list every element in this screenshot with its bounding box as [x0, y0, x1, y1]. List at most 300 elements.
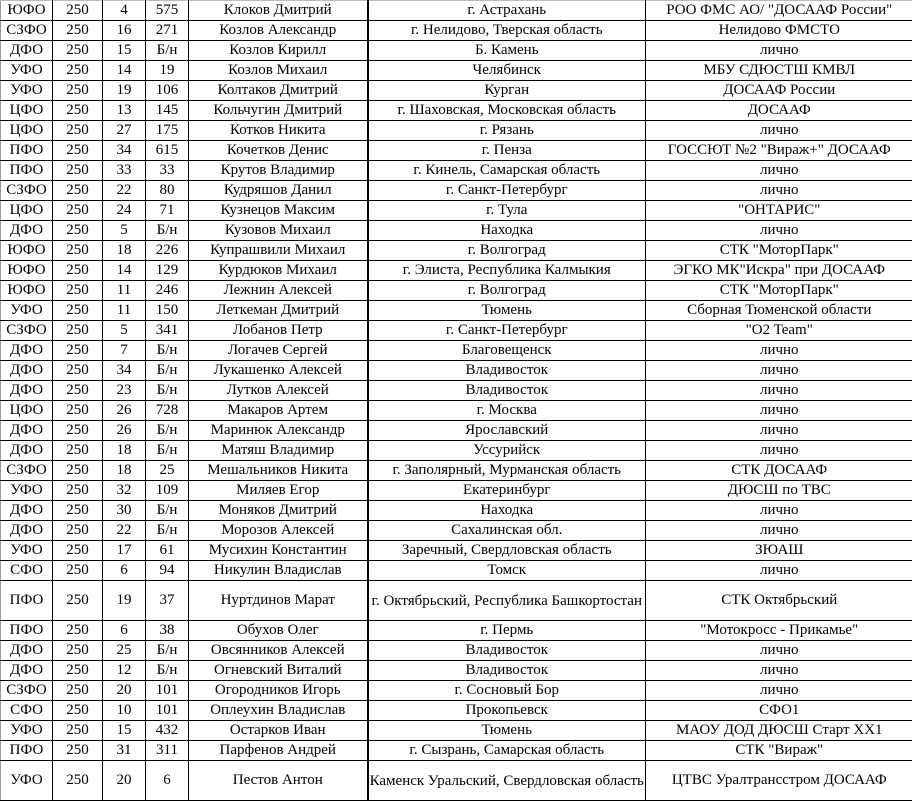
- city-cell: г. Волгоград: [368, 241, 646, 261]
- region-cell: СФО: [1, 701, 53, 721]
- table-row: [1, 81, 912, 101]
- region-cell: ДФО: [1, 421, 53, 441]
- table-row: [1, 21, 912, 41]
- city-cell: Ярославский: [368, 421, 646, 441]
- bike-number-cell: Б/н: [146, 421, 189, 441]
- city-cell: г. Тула: [368, 201, 646, 221]
- region-cell: ДФО: [1, 661, 53, 681]
- start-number-cell: 5: [103, 321, 146, 341]
- name-cell: Никулин Владислав: [189, 561, 368, 581]
- bike-number-cell: 145: [146, 101, 189, 121]
- city-cell: Владивосток: [368, 641, 646, 661]
- bike-number-cell: 129: [146, 261, 189, 281]
- start-number-cell: 23: [103, 381, 146, 401]
- table-row: [1, 441, 912, 461]
- name-cell: Котков Никита: [189, 121, 368, 141]
- class-cell: 250: [53, 161, 103, 181]
- city-cell: г. Астрахань: [368, 1, 646, 21]
- region-cell: ЦФО: [1, 201, 53, 221]
- start-number-cell: 26: [103, 401, 146, 421]
- club-cell: лично: [646, 661, 912, 681]
- city-cell: Б. Камень: [368, 41, 646, 61]
- table-row: [1, 401, 912, 421]
- name-cell: Обухов Олег: [189, 621, 368, 641]
- region-cell: ПФО: [1, 621, 53, 641]
- region-cell: ДФО: [1, 361, 53, 381]
- club-cell: лично: [646, 381, 912, 401]
- class-cell: 250: [53, 541, 103, 561]
- city-cell: Тюмень: [368, 301, 646, 321]
- class-cell: 250: [53, 181, 103, 201]
- region-cell: ЮФО: [1, 1, 53, 21]
- city-cell: г. Пенза: [368, 141, 646, 161]
- club-cell: ЦТВС Уралтрансстром ДОСААФ: [646, 761, 912, 801]
- club-cell: лично: [646, 521, 912, 541]
- bike-number-cell: Б/н: [146, 41, 189, 61]
- table-row: [1, 541, 912, 561]
- bike-number-cell: Б/н: [146, 521, 189, 541]
- table-row: [1, 41, 912, 61]
- club-cell: лично: [646, 41, 912, 61]
- class-cell: 250: [53, 441, 103, 461]
- bike-number-cell: Б/н: [146, 661, 189, 681]
- region-cell: ДФО: [1, 641, 53, 661]
- class-cell: 250: [53, 381, 103, 401]
- bike-number-cell: 71: [146, 201, 189, 221]
- region-cell: ПФО: [1, 581, 53, 621]
- class-cell: 250: [53, 481, 103, 501]
- class-cell: 250: [53, 741, 103, 761]
- name-cell: Лобанов Петр: [189, 321, 368, 341]
- region-cell: УФО: [1, 541, 53, 561]
- class-cell: 250: [53, 41, 103, 61]
- table-row: [1, 741, 912, 761]
- name-cell: Мешальников Никита: [189, 461, 368, 481]
- region-cell: УФО: [1, 721, 53, 741]
- region-cell: ПФО: [1, 161, 53, 181]
- start-number-cell: 16: [103, 21, 146, 41]
- class-cell: 250: [53, 241, 103, 261]
- city-cell: Находка: [368, 221, 646, 241]
- city-cell: г. Пермь: [368, 621, 646, 641]
- city-cell: Владивосток: [368, 361, 646, 381]
- name-cell: Морозов Алексей: [189, 521, 368, 541]
- region-cell: СЗФО: [1, 461, 53, 481]
- bike-number-cell: 271: [146, 21, 189, 41]
- class-cell: 250: [53, 501, 103, 521]
- class-cell: 250: [53, 141, 103, 161]
- club-cell: лично: [646, 401, 912, 421]
- class-cell: 250: [53, 401, 103, 421]
- bike-number-cell: 311: [146, 741, 189, 761]
- region-cell: ЮФО: [1, 261, 53, 281]
- table-row: [1, 581, 912, 621]
- region-cell: ДФО: [1, 221, 53, 241]
- name-cell: Кочетков Денис: [189, 141, 368, 161]
- club-cell: лично: [646, 681, 912, 701]
- city-cell: Находка: [368, 501, 646, 521]
- start-number-cell: 12: [103, 661, 146, 681]
- class-cell: 250: [53, 701, 103, 721]
- city-cell: г. Заполярный, Мурманская область: [368, 461, 646, 481]
- table-row: [1, 321, 912, 341]
- table-row: [1, 721, 912, 741]
- name-cell: Логачев Сергей: [189, 341, 368, 361]
- city-cell: Каменск Уральский, Свердловская область: [368, 761, 646, 801]
- name-cell: Мусихин Константин: [189, 541, 368, 561]
- club-cell: лично: [646, 361, 912, 381]
- city-cell: г. Волгоград: [368, 281, 646, 301]
- table-row: [1, 341, 912, 361]
- bike-number-cell: Б/н: [146, 221, 189, 241]
- bike-number-cell: 6: [146, 761, 189, 801]
- start-number-cell: 7: [103, 341, 146, 361]
- class-cell: 250: [53, 21, 103, 41]
- start-number-cell: 25: [103, 641, 146, 661]
- start-number-cell: 18: [103, 461, 146, 481]
- table-row: [1, 641, 912, 661]
- club-cell: лично: [646, 421, 912, 441]
- start-number-cell: 11: [103, 281, 146, 301]
- region-cell: СЗФО: [1, 181, 53, 201]
- region-cell: ДФО: [1, 521, 53, 541]
- club-cell: "O2 Team": [646, 321, 912, 341]
- name-cell: Колтаков Дмитрий: [189, 81, 368, 101]
- start-number-cell: 19: [103, 81, 146, 101]
- bike-number-cell: 80: [146, 181, 189, 201]
- start-number-cell: 32: [103, 481, 146, 501]
- club-cell: СТК "МоторПарк": [646, 281, 912, 301]
- club-cell: ДЮСШ по ТВС: [646, 481, 912, 501]
- region-cell: ЮФО: [1, 241, 53, 261]
- club-cell: СТК "МоторПарк": [646, 241, 912, 261]
- region-cell: УФО: [1, 61, 53, 81]
- bike-number-cell: 38: [146, 621, 189, 641]
- club-cell: РОО ФМС АО/ "ДОСААФ России": [646, 1, 912, 21]
- city-cell: Сахалинская обл.: [368, 521, 646, 541]
- city-cell: г. Шаховская, Московская область: [368, 101, 646, 121]
- name-cell: Кольчугин Дмитрий: [189, 101, 368, 121]
- bike-number-cell: 19: [146, 61, 189, 81]
- bike-number-cell: 432: [146, 721, 189, 741]
- name-cell: Остарков Иван: [189, 721, 368, 741]
- region-cell: УФО: [1, 301, 53, 321]
- start-number-cell: 4: [103, 1, 146, 21]
- start-number-cell: 34: [103, 361, 146, 381]
- name-cell: Крутов Владимир: [189, 161, 368, 181]
- bike-number-cell: 101: [146, 681, 189, 701]
- class-cell: 250: [53, 81, 103, 101]
- class-cell: 250: [53, 261, 103, 281]
- city-cell: Благовещенск: [368, 341, 646, 361]
- bike-number-cell: Б/н: [146, 501, 189, 521]
- club-cell: МАОУ ДОД ДЮСШ Старт XX1: [646, 721, 912, 741]
- start-number-cell: 14: [103, 61, 146, 81]
- name-cell: Лутков Алексей: [189, 381, 368, 401]
- bike-number-cell: 61: [146, 541, 189, 561]
- club-cell: лично: [646, 561, 912, 581]
- city-cell: г. Санкт-Петербург: [368, 181, 646, 201]
- region-cell: УФО: [1, 761, 53, 801]
- name-cell: Купрашвили Михаил: [189, 241, 368, 261]
- club-cell: ЭГКО МК"Искра" при ДОСААФ: [646, 261, 912, 281]
- club-cell: СТК Октябрьский: [646, 581, 912, 621]
- table-row: [1, 141, 912, 161]
- city-cell: Уссурийск: [368, 441, 646, 461]
- table-row: [1, 181, 912, 201]
- class-cell: 250: [53, 641, 103, 661]
- table-row: [1, 101, 912, 121]
- region-cell: ДФО: [1, 341, 53, 361]
- table-row: [1, 301, 912, 321]
- name-cell: Миляев Егор: [189, 481, 368, 501]
- table-row: [1, 161, 912, 181]
- table-row: [1, 261, 912, 281]
- city-cell: Владивосток: [368, 381, 646, 401]
- start-number-cell: 20: [103, 761, 146, 801]
- bike-number-cell: Б/н: [146, 381, 189, 401]
- table-row: [1, 221, 912, 241]
- bike-number-cell: 341: [146, 321, 189, 341]
- region-cell: ДФО: [1, 381, 53, 401]
- start-number-cell: 26: [103, 421, 146, 441]
- name-cell: Огородников Игорь: [189, 681, 368, 701]
- start-number-cell: 22: [103, 181, 146, 201]
- bike-number-cell: 246: [146, 281, 189, 301]
- class-cell: 250: [53, 1, 103, 21]
- class-cell: 250: [53, 721, 103, 741]
- class-cell: 250: [53, 361, 103, 381]
- table-row: [1, 461, 912, 481]
- region-cell: СЗФО: [1, 681, 53, 701]
- table-row: [1, 361, 912, 381]
- class-cell: 250: [53, 321, 103, 341]
- city-cell: Томск: [368, 561, 646, 581]
- table-row: [1, 201, 912, 221]
- region-cell: ДФО: [1, 41, 53, 61]
- class-cell: 250: [53, 561, 103, 581]
- club-cell: лично: [646, 441, 912, 461]
- bike-number-cell: 109: [146, 481, 189, 501]
- city-cell: г. Сосновый Бор: [368, 681, 646, 701]
- region-cell: СЗФО: [1, 21, 53, 41]
- region-cell: ПФО: [1, 741, 53, 761]
- club-cell: СТК "Вираж": [646, 741, 912, 761]
- start-number-cell: 18: [103, 241, 146, 261]
- table-row: [1, 281, 912, 301]
- class-cell: 250: [53, 61, 103, 81]
- class-cell: 250: [53, 521, 103, 541]
- club-cell: лично: [646, 221, 912, 241]
- region-cell: СФО: [1, 561, 53, 581]
- class-cell: 250: [53, 201, 103, 221]
- table-row: [1, 481, 912, 501]
- region-cell: УФО: [1, 481, 53, 501]
- bike-number-cell: Б/н: [146, 361, 189, 381]
- table-row: [1, 381, 912, 401]
- city-cell: Екатеринбург: [368, 481, 646, 501]
- club-cell: МБУ СДЮСТШ КМВЛ: [646, 61, 912, 81]
- club-cell: "Мотокросс - Прикамье": [646, 621, 912, 641]
- club-cell: Нелидово ФМСТО: [646, 21, 912, 41]
- city-cell: г. Санкт-Петербург: [368, 321, 646, 341]
- bike-number-cell: 615: [146, 141, 189, 161]
- start-number-cell: 6: [103, 561, 146, 581]
- name-cell: Кузовов Михаил: [189, 221, 368, 241]
- class-cell: 250: [53, 761, 103, 801]
- region-cell: ДФО: [1, 441, 53, 461]
- table-row: [1, 241, 912, 261]
- table-row: [1, 661, 912, 681]
- name-cell: Клоков Дмитрий: [189, 1, 368, 21]
- region-cell: УФО: [1, 81, 53, 101]
- start-number-cell: 5: [103, 221, 146, 241]
- name-cell: Кудряшов Данил: [189, 181, 368, 201]
- name-cell: Кузнецов Максим: [189, 201, 368, 221]
- bike-number-cell: 226: [146, 241, 189, 261]
- bike-number-cell: 94: [146, 561, 189, 581]
- name-cell: Овсянников Алексей: [189, 641, 368, 661]
- name-cell: Козлов Михаил: [189, 61, 368, 81]
- city-cell: г. Элиста, Республика Калмыкия: [368, 261, 646, 281]
- city-cell: г. Нелидово, Тверская область: [368, 21, 646, 41]
- class-cell: 250: [53, 301, 103, 321]
- name-cell: Нуртдинов Марат: [189, 581, 368, 621]
- bike-number-cell: 37: [146, 581, 189, 621]
- bike-number-cell: 101: [146, 701, 189, 721]
- name-cell: Пестов Антон: [189, 761, 368, 801]
- club-cell: "ОНТАРИС": [646, 201, 912, 221]
- city-cell: г. Сызрань, Самарская область: [368, 741, 646, 761]
- name-cell: Курдюков Михаил: [189, 261, 368, 281]
- table-row: [1, 761, 912, 801]
- start-number-cell: 22: [103, 521, 146, 541]
- table-row: [1, 621, 912, 641]
- region-cell: СЗФО: [1, 321, 53, 341]
- class-cell: 250: [53, 681, 103, 701]
- bike-number-cell: 728: [146, 401, 189, 421]
- club-cell: ДОСААФ: [646, 101, 912, 121]
- start-number-cell: 10: [103, 701, 146, 721]
- start-number-cell: 14: [103, 261, 146, 281]
- region-cell: ЮФО: [1, 281, 53, 301]
- city-cell: Владивосток: [368, 661, 646, 681]
- table-row: [1, 521, 912, 541]
- name-cell: Леткеман Дмитрий: [189, 301, 368, 321]
- club-cell: лично: [646, 161, 912, 181]
- name-cell: Парфенов Андрей: [189, 741, 368, 761]
- start-number-cell: 11: [103, 301, 146, 321]
- start-number-cell: 19: [103, 581, 146, 621]
- bike-number-cell: 106: [146, 81, 189, 101]
- name-cell: Лежнин Алексей: [189, 281, 368, 301]
- city-cell: Курган: [368, 81, 646, 101]
- name-cell: Козлов Кирилл: [189, 41, 368, 61]
- club-cell: ГОССЮТ №2 "Вираж+" ДОСААФ: [646, 141, 912, 161]
- table-body: [1, 1, 912, 801]
- start-number-cell: 17: [103, 541, 146, 561]
- club-cell: лично: [646, 341, 912, 361]
- club-cell: лично: [646, 501, 912, 521]
- start-number-cell: 27: [103, 121, 146, 141]
- city-cell: Челябинск: [368, 61, 646, 81]
- bike-number-cell: Б/н: [146, 641, 189, 661]
- start-number-cell: 20: [103, 681, 146, 701]
- region-cell: ЦФО: [1, 101, 53, 121]
- start-number-cell: 13: [103, 101, 146, 121]
- city-cell: Прокопьевск: [368, 701, 646, 721]
- bike-number-cell: 175: [146, 121, 189, 141]
- city-cell: г. Октябрьский, Республика Башкортостан: [368, 581, 646, 621]
- class-cell: 250: [53, 101, 103, 121]
- name-cell: Огневский Виталий: [189, 661, 368, 681]
- class-cell: 250: [53, 461, 103, 481]
- start-number-cell: 34: [103, 141, 146, 161]
- start-number-cell: 24: [103, 201, 146, 221]
- table-row: [1, 701, 912, 721]
- bike-number-cell: 150: [146, 301, 189, 321]
- region-cell: ДФО: [1, 501, 53, 521]
- city-cell: Заречный, Свердловская область: [368, 541, 646, 561]
- table-row: [1, 561, 912, 581]
- table-row: [1, 421, 912, 441]
- name-cell: Козлов Александр: [189, 21, 368, 41]
- city-cell: г. Рязань: [368, 121, 646, 141]
- city-cell: г. Кинель, Самарская область: [368, 161, 646, 181]
- class-cell: 250: [53, 581, 103, 621]
- start-number-cell: 30: [103, 501, 146, 521]
- name-cell: Лукашенко Алексей: [189, 361, 368, 381]
- start-number-cell: 6: [103, 621, 146, 641]
- table-row: [1, 61, 912, 81]
- class-cell: 250: [53, 121, 103, 141]
- club-cell: лично: [646, 181, 912, 201]
- name-cell: Матяш Владимир: [189, 441, 368, 461]
- club-cell: Сборная Тюменской области: [646, 301, 912, 321]
- club-cell: ЗЮАШ: [646, 541, 912, 561]
- name-cell: Моняков Дмитрий: [189, 501, 368, 521]
- club-cell: лично: [646, 121, 912, 141]
- start-number-cell: 15: [103, 721, 146, 741]
- region-cell: ЦФО: [1, 401, 53, 421]
- bike-number-cell: 575: [146, 1, 189, 21]
- class-cell: 250: [53, 281, 103, 301]
- start-number-cell: 18: [103, 441, 146, 461]
- table-row: [1, 681, 912, 701]
- bike-number-cell: Б/н: [146, 341, 189, 361]
- bike-number-cell: 33: [146, 161, 189, 181]
- name-cell: Маринюк Александр: [189, 421, 368, 441]
- name-cell: Оплеухин Владислав: [189, 701, 368, 721]
- club-cell: лично: [646, 641, 912, 661]
- start-number-cell: 15: [103, 41, 146, 61]
- region-cell: ПФО: [1, 141, 53, 161]
- city-cell: Тюмень: [368, 721, 646, 741]
- club-cell: СФО1: [646, 701, 912, 721]
- name-cell: Макаров Артем: [189, 401, 368, 421]
- table-row: [1, 1, 912, 21]
- club-cell: СТК ДОСААФ: [646, 461, 912, 481]
- city-cell: г. Москва: [368, 401, 646, 421]
- class-cell: 250: [53, 221, 103, 241]
- class-cell: 250: [53, 421, 103, 441]
- table-row: [1, 501, 912, 521]
- start-number-cell: 33: [103, 161, 146, 181]
- bike-number-cell: 25: [146, 461, 189, 481]
- start-number-cell: 31: [103, 741, 146, 761]
- class-cell: 250: [53, 661, 103, 681]
- region-cell: ЦФО: [1, 121, 53, 141]
